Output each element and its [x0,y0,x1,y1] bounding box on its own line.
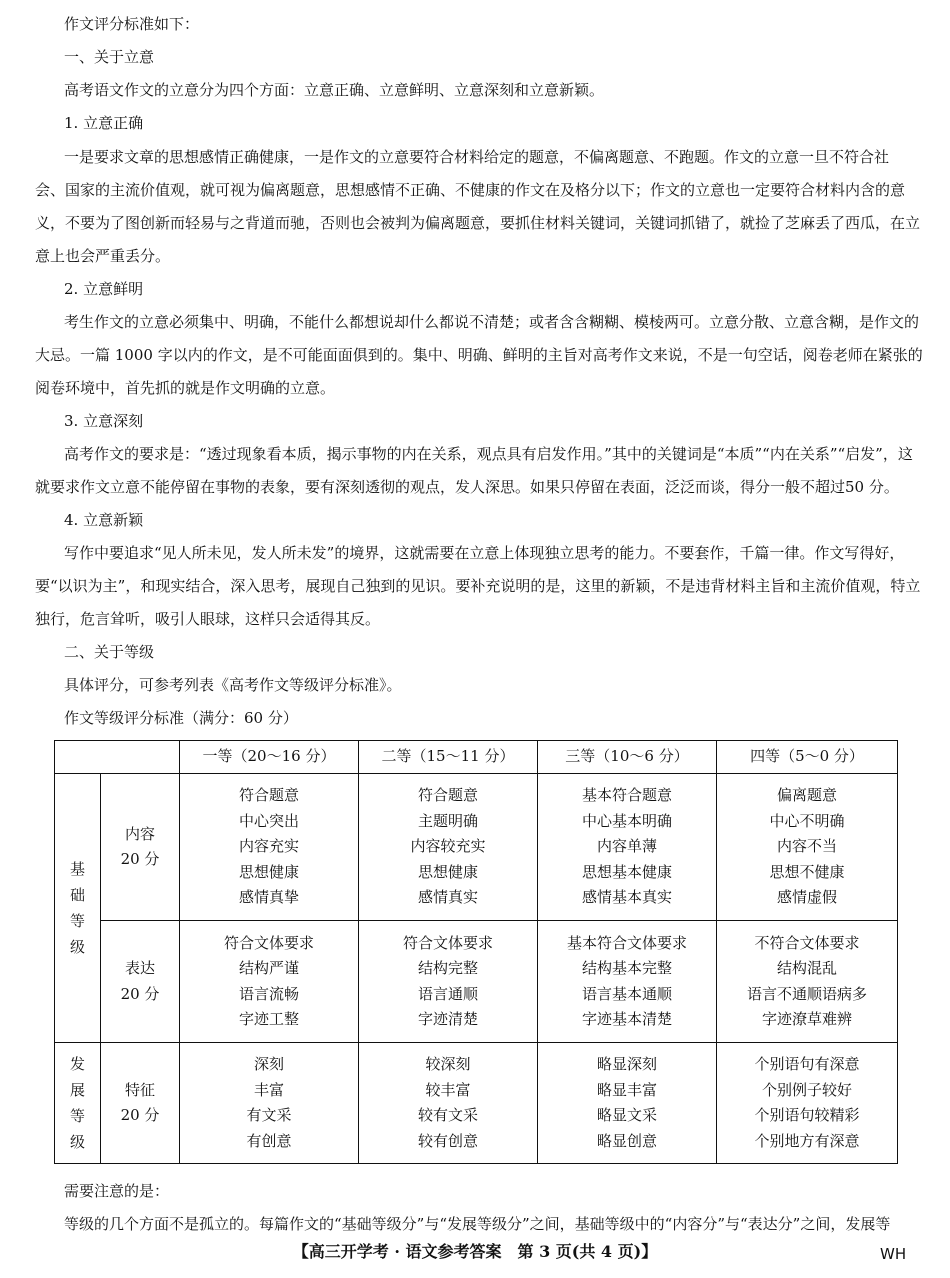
paragraph-line: 意上也会严重丢分。 [35,247,171,265]
paragraph-line: 考生作文的立意必须集中、明确，不能什么都想说却什么都说不清楚；或者含含糊糊、模棱两可。立意分散、立意含糊，是作文的 [64,313,920,331]
paragraph-line: 要“以识为主”，和现实结合，深入思考，展现自己独到的见识。要补充说明的是，这里的新颖，不是违背材料主旨和主流价值观，特立 [35,577,921,595]
paragraph-line: 等级的几个方面不是孤立的。每篇作文的“基础等级分”与“发展等级分”之间，基础等级中的“内容分”与“表达分”之间，发展等 [64,1215,891,1233]
section-heading-1: 一、关于立意 [64,48,155,66]
header-grade-2: 二等（15～11 分） [359,741,538,774]
content-grade-3: 基本符合题意 中心基本明确 内容单薄 思想基本健康 感情基本真实 [538,774,717,921]
page-footer: 【高三开学考 · 语文参考答案 第 3 页(共 4 页)】 [292,1242,658,1261]
paragraph-line: 义，不要为了图创新而轻易与之背道而驰，否则也会被判为偏离题意，要抓住材料关键词，关键词抓错了，就捡了芝麻丢了西瓜，在立 [35,214,921,232]
intro-line: 作文评分标准如下： [64,15,200,33]
content-label: 内容 20 分 [101,774,180,921]
feature-grade-1: 深刻 丰富 有文采 有创意 [180,1043,359,1164]
feature-grade-3: 略显深刻 略显丰富 略显文采 略显创意 [538,1043,717,1164]
expression-label: 表达 20 分 [101,921,180,1043]
expression-row [55,921,898,1043]
paragraph-line: 独行，危言耸听，吸引人眼球，这样只会适得其反。 [35,610,381,628]
subheading: 3. 立意深刻 [64,412,144,430]
paragraph-line: 大忌。一篇 1000 字以内的作文，是不可能面面俱到的。集中、明确、鲜明的主旨对高考作文来说，不是一句空话，阅卷老师在紧张的 [35,346,923,364]
feature-row [55,1043,898,1164]
feature-label: 特征 20 分 [101,1043,180,1164]
paragraph-line: 具体评分，可参考列表《高考作文等级评分标准》。 [64,676,402,694]
header-blank-cell [55,741,180,774]
paragraph-line: 阅卷环境中，首先抓的就是作文明确的立意。 [35,379,336,397]
header-grade-1: 一等（20～16 分） [180,741,359,774]
expression-grade-4: 不符合文体要求 结构混乱 语言不通顺语病多 字迹潦草难辨 [717,921,898,1043]
footer-code: WH [880,1245,907,1263]
paragraph-line: 就要求作文立意不能停留在事物的表象，要有深刻透彻的观点，发人深思。如果只停留在表面，泛泛而谈，得分一般不超过50 分。 [35,478,899,496]
development-level-label: 发 展 等 级 [55,1043,101,1164]
header-grade-4: 四等（5～0 分） [717,741,898,774]
expression-grade-3: 基本符合文体要求 结构基本完整 语言基本通顺 字迹基本清楚 [538,921,717,1043]
table-caption: 作文等级评分标准（满分：60 分） [64,709,298,727]
subheading: 4. 立意新颖 [64,511,144,529]
feature-grade-4: 个别语句有深意 个别例子较好 个别语句较精彩 个别地方有深意 [717,1043,898,1164]
expression-grade-1: 符合文体要求 结构严谨 语言流畅 字迹工整 [180,921,359,1043]
expression-grade-2: 符合文体要求 结构完整 语言通顺 字迹清楚 [359,921,538,1043]
content-grade-1: 符合题意 中心突出 内容充实 思想健康 感情真挚 [180,774,359,921]
table-header-row [55,741,898,774]
note-heading: 需要注意的是： [64,1182,170,1200]
content-grade-4: 偏离题意 中心不明确 内容不当 思想不健康 感情虚假 [717,774,898,921]
subheading: 1. 立意正确 [64,114,144,132]
paragraph-line: 高考语文作文的立意分为四个方面：立意正确、立意鲜明、立意深刻和立意新颖。 [64,81,605,99]
paragraph-line: 写作中要追求“见人所未见，发人所未发”的境界，这就需要在立意上体现独立思考的能力。不要套作，千篇一律。作文写得好， [64,544,905,562]
header-grade-3: 三等（10～6 分） [538,741,717,774]
content-row [55,774,898,921]
feature-grade-2: 较深刻 较丰富 较有文采 较有创意 [359,1043,538,1164]
paragraph-line: 高考作文的要求是：“透过现象看本质，揭示事物的内在关系，观点具有启发作用。”其中的关键词是“本质”“内在关系”“启发”，这 [64,445,913,463]
paragraph-line: 会、国家的主流价值观，就可视为偏离题意，思想感情不正确、不健康的作文在及格分以下；作文的立意也一定要符合材料内含的意 [35,181,906,199]
grading-rubric-table [54,740,898,1164]
basic-level-label: 基 础 等 级 [55,774,101,1043]
content-grade-2: 符合题意 主题明确 内容较充实 思想健康 感情真实 [359,774,538,921]
subheading: 2. 立意鲜明 [64,280,144,298]
section-heading-2: 二、关于等级 [64,643,155,661]
paragraph-line: 一是要求文章的思想感情正确健康，一是作文的立意要符合材料给定的题意，不偏离题意、不跑题。作文的立意一旦不符合社 [64,148,890,166]
